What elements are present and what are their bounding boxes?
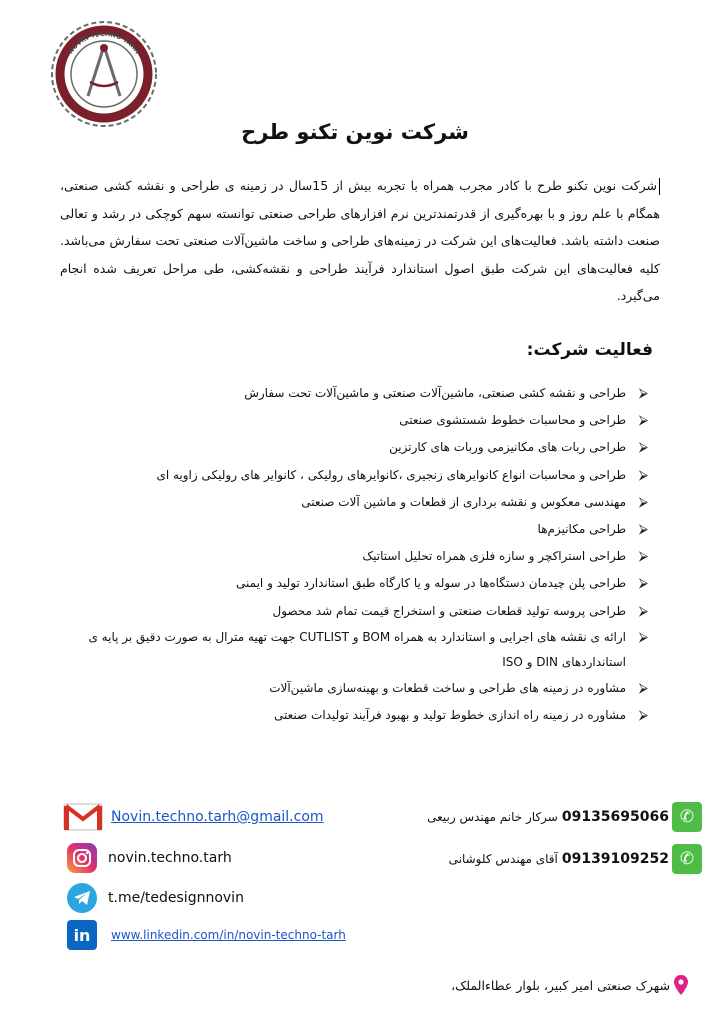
phone-icon: ✆ bbox=[672, 802, 702, 832]
instagram-handle[interactable]: novin.techno.tarh bbox=[108, 850, 232, 866]
address bbox=[451, 975, 688, 995]
list-item-text: طراحی پروسه تولید قطعات صنعتی و استخراج قیمت تمام شد محصول bbox=[272, 603, 626, 618]
list-item bbox=[48, 516, 648, 543]
phone-contact-1 bbox=[427, 802, 702, 832]
check-arrow-icon: ⮚ bbox=[638, 386, 648, 401]
linkedin-icon: in bbox=[67, 920, 97, 950]
list-item bbox=[48, 702, 648, 729]
list-item-text: طراحی مکانیزم‌ها bbox=[537, 522, 626, 537]
phone-number[interactable]: 09139109252 bbox=[561, 851, 669, 867]
contact-person: سرکار خانم مهندس ربیعی bbox=[427, 810, 558, 824]
address-text: شهرک صنعتی امیر کبیر، بلوار عطاءالملک، bbox=[451, 977, 670, 993]
telegram-contact bbox=[67, 883, 244, 913]
check-arrow-icon: ⮚ bbox=[638, 522, 648, 538]
check-arrow-icon: ⮚ bbox=[638, 603, 648, 619]
phone-number[interactable]: 09135695066 bbox=[561, 809, 669, 825]
list-item bbox=[48, 625, 648, 675]
list-item-text: مشاوره در زمینه راه اندازی خطوط تولید و بهبود فرآیند تولیدات صنعتی bbox=[274, 708, 626, 723]
list-item bbox=[48, 434, 648, 461]
check-arrow-icon: ⮚ bbox=[638, 440, 648, 456]
list-item-text: طراحی و نقشه کشی صنعتی، ماشین‌آلات صنعتی و ماشین‌آلات تحت سفارش bbox=[244, 386, 626, 400]
check-arrow-icon: ⮚ bbox=[638, 680, 648, 696]
list-item bbox=[48, 489, 648, 516]
list-item-text: مهندسی معکوس و نقشه برداری از قطعات و ماشین آلات صنعتی bbox=[301, 494, 626, 509]
activities-heading: فعالیت شرکت: bbox=[526, 340, 653, 360]
list-item-text: طراحی ربات های مکانیزمی وربات های کارتزین bbox=[389, 440, 626, 455]
list-item-text: ارائه ی نقشه های اجرایی و استاندارد به همراه BOM و CUTLIST جهت تهیه مترال به صورت دقیق بر پایه ی استانداردهای DIN و ISO bbox=[88, 629, 626, 669]
gmail-icon bbox=[63, 802, 103, 832]
compass-gear-logo-icon bbox=[48, 18, 160, 130]
logo-ring-text: NOVIN TECHNO TARH bbox=[66, 29, 142, 56]
list-item bbox=[48, 380, 648, 407]
instagram-contact bbox=[67, 843, 232, 873]
contact-person: آقای مهندس کلوشانی bbox=[448, 852, 558, 866]
check-arrow-icon: ⮚ bbox=[638, 629, 648, 645]
list-item bbox=[48, 543, 648, 570]
phone-icon: ✆ bbox=[672, 844, 702, 874]
activities-list bbox=[48, 380, 648, 729]
location-pin-icon bbox=[674, 975, 688, 995]
check-arrow-icon: ⮚ bbox=[638, 708, 648, 724]
intro-paragraph bbox=[60, 172, 660, 310]
list-item-text: مشاوره در زمینه های طراحی و ساخت قطعات و بهینه‌سازی ماشین‌آلات bbox=[269, 680, 626, 695]
text-cursor bbox=[659, 178, 660, 195]
list-item-text: طراحی و محاسبات خطوط شستشوی صنعتی bbox=[399, 413, 626, 428]
telegram-icon bbox=[67, 883, 97, 913]
list-item bbox=[48, 598, 648, 625]
page-title: شرکت نوین تکنو طرح bbox=[241, 120, 469, 144]
instagram-icon bbox=[67, 843, 97, 873]
check-arrow-icon: ⮚ bbox=[638, 494, 648, 510]
linkedin-contact bbox=[67, 920, 346, 950]
email-link[interactable]: Novin.techno.tarh@gmail.com bbox=[111, 809, 324, 825]
check-arrow-icon: ⮚ bbox=[638, 467, 648, 483]
linkedin-link[interactable]: www.linkedin.com/in/novin-techno-tarh bbox=[111, 928, 346, 942]
check-arrow-icon: ⮚ bbox=[638, 549, 648, 565]
check-arrow-icon: ⮚ bbox=[638, 576, 648, 592]
telegram-link[interactable]: t.me/tedesignnovin bbox=[108, 890, 244, 906]
list-item-text: طراحی استراکچر و سازه فلزی همراه تحلیل استاتیک bbox=[362, 549, 626, 564]
check-arrow-icon: ⮚ bbox=[638, 413, 648, 429]
email-contact bbox=[63, 802, 324, 832]
phone-contact-2 bbox=[449, 844, 702, 874]
list-item-text: طراحی و محاسبات انواع کانوایرهای زنجیری ،کانوایرهای رولیکی ، کانوایر های رولیکی زاویه ای bbox=[156, 467, 626, 482]
list-item bbox=[48, 675, 648, 702]
intro-text: شرکت نوین تکنو طرح با کادر مجرب همراه با تجربه بیش از 15سال در زمینه ی طراحی و نقشه کشی صنعتی، همگام با علم روز و با بهره‌گیری از قدرتمندترین نرم افزارهای طراحی صنعتی توانسته سهم کوچکی در رشد و تعالی صنعت داشته باشد. فعالیت‌های این شرکت در زمینه‌های طراحی و ساخت ماشین‌آلات صنعتی تحت سفارش می‌باشد. کلیه فعالیت‌های این شرکت طبق اصول استاندارد فرآیند طراحی و نقشه‌کشی، طی مراحل تعریف شده انجام می‌گیرد. bbox=[60, 178, 660, 303]
list-item bbox=[48, 570, 648, 597]
list-item-text: طراحی پلن چیدمان دستگاه‌ها در سوله و یا کارگاه طبق استاندارد تولید و ایمنی bbox=[236, 576, 626, 591]
list-item bbox=[48, 462, 648, 489]
list-item bbox=[48, 407, 648, 434]
company-logo bbox=[48, 18, 160, 130]
